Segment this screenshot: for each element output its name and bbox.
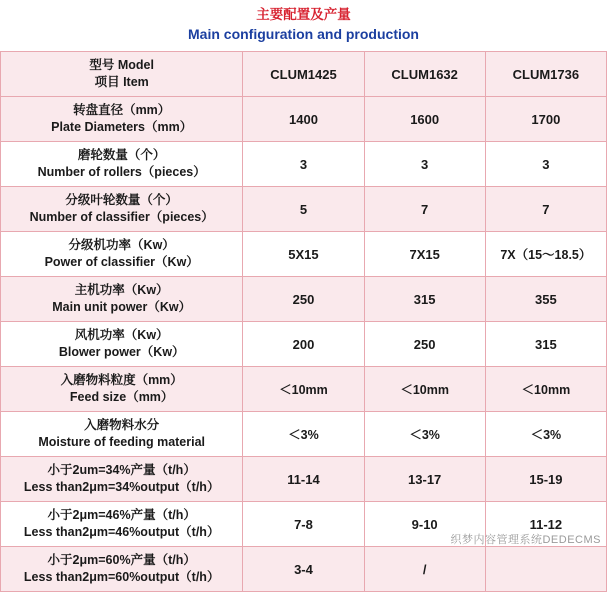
table-row	[1, 277, 607, 322]
row-value: 1600	[364, 97, 485, 142]
row-label-en: Less than2μm=60%output（t/h）	[23, 570, 220, 584]
row-value: ＜3%	[485, 412, 606, 457]
row-value: 315	[364, 277, 485, 322]
header-model-2: CLUM1632	[364, 52, 485, 97]
row-value: 1400	[243, 97, 364, 142]
row-value: 200	[243, 322, 364, 367]
row-label	[1, 142, 243, 187]
row-value: 355	[485, 277, 606, 322]
row-value: 11-12	[485, 502, 606, 547]
row-value: 5X15	[243, 232, 364, 277]
table-title	[1, 0, 607, 52]
row-label-zh: 入磨物料粒度（mm）	[60, 373, 183, 387]
row-value: 3	[364, 142, 485, 187]
row-value: 7-8	[243, 502, 364, 547]
row-label-en: Plate Diameters（mm）	[51, 120, 193, 134]
title-english: Main configuration and production	[188, 26, 419, 42]
table-row	[1, 142, 607, 187]
table-row	[1, 412, 607, 457]
table-row	[1, 97, 607, 142]
row-label	[1, 232, 243, 277]
row-value: 7X（15～18.5）	[485, 232, 606, 277]
header-model-3: CLUM1736	[485, 52, 606, 97]
row-value: 7	[364, 187, 485, 232]
watermark-text: 织梦内容管理系统DEDECMS	[450, 534, 601, 546]
row-value: 3	[485, 142, 606, 187]
row-label-zh: 小于2μm=46%产量（t/h）	[47, 508, 196, 522]
row-value: ＜10mm	[485, 367, 606, 412]
header-item-label: 项目 Item	[94, 75, 149, 89]
row-label-en: Blower power（Kw）	[58, 345, 185, 359]
row-label-zh: 分级机功率（Kw）	[68, 238, 175, 252]
row-label-zh: 转盘直径（mm）	[73, 103, 171, 117]
row-value: ＜3%	[364, 412, 485, 457]
row-label-en: Main unit power（Kw）	[52, 300, 192, 314]
row-label-zh: 小于2μm=60%产量（t/h）	[47, 553, 196, 567]
row-label	[1, 187, 243, 232]
row-label-en: Moisture of feeding material	[38, 435, 206, 449]
table-row	[1, 367, 607, 412]
table-row	[1, 547, 607, 592]
table-row	[1, 232, 607, 277]
row-value	[485, 547, 606, 592]
row-label	[1, 322, 243, 367]
row-value: 13-17	[364, 457, 485, 502]
row-value: /	[364, 547, 485, 592]
row-label-en: Feed size（mm）	[69, 390, 174, 404]
table-row	[1, 187, 607, 232]
row-label-zh: 小于2um=34%产量（t/h）	[47, 463, 196, 477]
row-label-en: Power of classifier（Kw）	[44, 255, 199, 269]
row-value: 7X15	[364, 232, 485, 277]
header-model-1: CLUM1425	[243, 52, 364, 97]
header-item-cell	[1, 52, 243, 97]
row-label	[1, 277, 243, 322]
header-model-label: 型号 Model	[89, 58, 154, 72]
row-value: 1700	[485, 97, 606, 142]
row-label	[1, 457, 243, 502]
row-label	[1, 367, 243, 412]
row-label-en: Number of rollers（pieces）	[37, 165, 206, 179]
row-label-zh: 入磨物料水分	[84, 418, 160, 432]
table-header-row	[1, 52, 607, 97]
row-value: 7	[485, 187, 606, 232]
row-label-en: Less than2μm=34%output（t/h）	[23, 480, 220, 494]
row-label-en: Number of classifier（pieces）	[29, 210, 214, 224]
row-label-zh: 主机功率（Kw）	[74, 283, 169, 297]
row-label	[1, 502, 243, 547]
table-row	[1, 457, 607, 502]
row-value: 250	[364, 322, 485, 367]
row-value: 315	[485, 322, 606, 367]
row-value: ＜3%	[243, 412, 364, 457]
row-value: ＜10mm	[243, 367, 364, 412]
row-label	[1, 547, 243, 592]
row-label	[1, 412, 243, 457]
row-value: 3-4	[243, 547, 364, 592]
row-value: 5	[243, 187, 364, 232]
row-label-zh: 磨轮数量（个）	[77, 148, 166, 162]
row-label	[1, 97, 243, 142]
row-value: ＜10mm	[364, 367, 485, 412]
table-row	[1, 502, 607, 547]
row-value: 3	[243, 142, 364, 187]
row-value: 250	[243, 277, 364, 322]
row-label-zh: 分级叶轮数量（个）	[65, 193, 178, 207]
title-chinese: 主要配置及产量	[256, 7, 351, 22]
row-value: 15-19	[485, 457, 606, 502]
table-row	[1, 322, 607, 367]
table-title-row	[1, 0, 607, 52]
row-value: 9-10	[364, 502, 485, 547]
row-label-zh: 风机功率（Kw）	[74, 328, 169, 342]
row-value: 11-14	[243, 457, 364, 502]
row-label-en: Less than2μm=46%output（t/h）	[23, 525, 220, 539]
